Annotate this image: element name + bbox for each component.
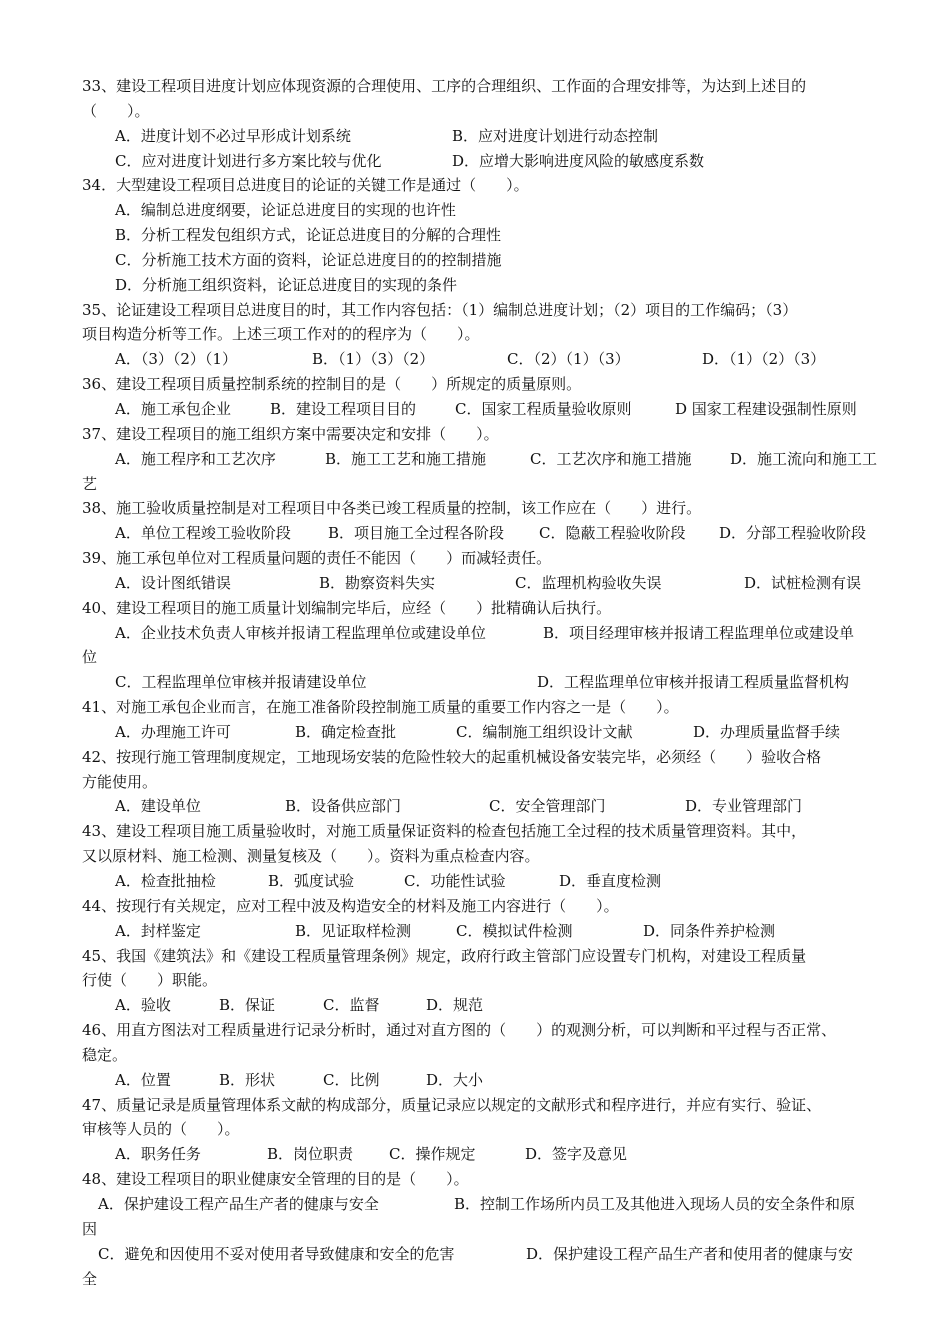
question-line: 全 (82, 1269, 98, 1288)
question-line: 46、用直方图法对工程质量进行记录分析时，通过对直方图的（ ）的观测分析，可以判断和平过程与否正常、 (82, 1021, 837, 1040)
option-item: B．项目施工全过程各阶段 (328, 524, 505, 543)
option-item: A．办理施工许可 (115, 722, 231, 741)
question-line: 33、建设工程项目进度计划应体现资源的合理使用、工序的合理组织、工作面的合理安排等，为达到上述目的 (82, 77, 807, 95)
option-item: C．安全管理部门 (489, 797, 606, 816)
option-item: D．试桩检测有误 (744, 573, 862, 592)
option-item: B．应对进度计划进行动态控制 (452, 126, 659, 145)
option-item: B．（1）（3）（2） (312, 350, 435, 369)
option-item: B．确定检查批 (295, 722, 397, 741)
options-row (82, 670, 900, 695)
question-line: 39、施工承包单位对工程质量问题的责任不能因（ ）而减轻责任。 (82, 549, 552, 568)
option-item: D．工程监理单位审核并报请工程质量监督机构 (537, 673, 850, 692)
option-item: C．避免和因使用不妥对使用者导致健康和安全的危害 (98, 1244, 455, 1263)
option-item: A．职务任务 (115, 1145, 201, 1164)
question-line: 34．大型建设工程项目总进度目的论证的关键工作是通过（ ）。 (82, 176, 529, 195)
options-row (82, 993, 900, 1018)
question-line: 37、建设工程项目的施工组织方案中需要决定和安排（ ）。 (82, 424, 499, 443)
question-line: 位 (82, 648, 98, 667)
option-item: A．设计图纸错误 (115, 573, 231, 592)
options-row (82, 149, 900, 174)
option-item: D．专业管理部门 (685, 797, 803, 816)
options-row (82, 794, 900, 819)
question-line: （ ）。 (82, 101, 150, 120)
option-item: A．检查批抽检 (115, 872, 216, 890)
question-line: 35、论证建设工程项目总进度目的时，其工作内容包括：（1）编制总进度计划；（2）项目的工作编码；（3） (82, 300, 798, 319)
question-line: 又以原材料、施工检测、测量复核及（ ）。资料为重点检查内容。 (82, 847, 540, 866)
option-item: C．监督 (323, 996, 380, 1015)
options-row (82, 869, 900, 894)
option-item: D．（1）（2）（3） (702, 350, 826, 369)
option-line: A．编制总进度纲要，论证总进度目的实现的也许性 (115, 201, 456, 220)
option-item: C．模拟试件检测 (456, 921, 573, 940)
question-line: 行使（ ）职能。 (82, 971, 218, 990)
exam-page (82, 74, 900, 1291)
option-item: D．保护建设工程产品生产者和使用者的健康与安 (526, 1244, 854, 1263)
question-line: 41、对施工承包企业而言，在施工准备阶段控制施工质量的重要工作内容之一是（ ）。 (82, 698, 679, 717)
option-item: A．位置 (115, 1070, 171, 1089)
option-item: B．设备供应部门 (285, 797, 402, 816)
question-line: 45、我国《建筑法》和《建设工程质量管理条例》规定，政府行政主管部门应设置专门机构，对建设工程质量 (82, 946, 807, 965)
option-item: A．封样鉴定 (115, 921, 201, 940)
option-line: B．分析工程发包组织方式，论证总进度目的分解的合理性 (115, 226, 502, 245)
option-item: B．保证 (219, 996, 276, 1015)
question-line: 47、质量记录是质量管理体系文献的构成部分，质量记录应以规定的文献形式和程序进行，并应有实行、验证、 (82, 1095, 822, 1114)
option-item: C．操作规定 (389, 1145, 476, 1164)
option-item: D．垂直度检测 (559, 872, 662, 890)
option-item: C．功能性试验 (404, 872, 506, 890)
option-item: D．规范 (426, 996, 484, 1015)
option-item: B．项目经理审核并报请工程监理单位或建设单 (543, 623, 855, 642)
options-row (82, 1068, 900, 1093)
options-row (82, 1142, 900, 1167)
options-row (82, 571, 900, 596)
option-item: A．施工承包企业 (115, 399, 231, 418)
option-item: C．监理机构验收失误 (515, 573, 662, 592)
option-item: D 国家工程建设强制性原则 (675, 399, 857, 418)
option-item: B．勘察资料失实 (319, 573, 436, 592)
options-row (82, 521, 900, 546)
option-item: D．办理质量监督手续 (693, 722, 841, 741)
question-line: 审核等人员的（ ）。 (82, 1120, 240, 1139)
option-item: D．分部工程验收阶段 (719, 524, 867, 543)
options-row (82, 124, 900, 149)
option-item: C．国家工程质量验收原则 (455, 399, 632, 418)
options-row (82, 919, 900, 944)
options-row (82, 347, 900, 372)
option-item: C．隐蔽工程验收阶段 (539, 524, 686, 543)
question-line: 44、按现行有关规定，应对工程中波及构造安全的材料及施工内容进行（ ）。 (82, 896, 619, 915)
option-item: D．施工流向和施工工 (730, 449, 878, 468)
options-row (82, 1242, 900, 1267)
question-line: 稳定。 (82, 1045, 128, 1064)
option-item: A．（3）（2）（1） (115, 350, 237, 369)
question-line: 36、建设工程项目质量控制系统的控制目的是（ ）所规定的质量原则。 (82, 375, 582, 394)
option-line: D．分析施工组织资料，论证总进度目的实现的条件 (115, 275, 458, 294)
option-item: A．单位工程竣工验收阶段 (115, 524, 291, 543)
option-item: B．建设工程项目目的 (270, 399, 417, 418)
options-row (82, 1192, 900, 1217)
option-line: C．分析施工技术方面的资料，论证总进度目的的控制措施 (115, 250, 502, 269)
option-item: A．验收 (115, 996, 171, 1015)
question-line: 方能使用。 (82, 772, 158, 791)
option-item: B．弧度试验 (268, 872, 355, 890)
option-item: A．保护建设工程产品生产者的健康与安全 (98, 1194, 379, 1213)
option-item: B．施工工艺和施工措施 (325, 449, 487, 468)
option-item: D．应增大影响进度风险的敏感度系数 (452, 151, 705, 170)
option-item: C．应对进度计划进行多方案比较与优化 (115, 151, 382, 170)
question-line: 40、建设工程项目的施工质量计划编制完毕后，应经（ ）批精确认后执行。 (82, 598, 612, 617)
option-item: A．企业技术负责人审核并报请工程监理单位或建设单位 (115, 623, 486, 642)
question-line: 艺 (82, 474, 98, 493)
question-line: 因 (82, 1219, 98, 1238)
option-item: A．进度计划不必过早形成计划系统 (115, 126, 351, 145)
question-line: 43、建设工程项目施工质量验收时，对施工质量保证资料的检查包括施工全过程的技术质量管理资料。其中， (82, 822, 807, 841)
option-item: C．（2）（1）（3） (507, 350, 630, 369)
question-line: 项目构造分析等工作。上述三项工作对的的程序为（ ）。 (82, 325, 480, 344)
option-item: C．比例 (323, 1070, 380, 1089)
option-item: B．形状 (219, 1070, 276, 1089)
question-line: 38、施工验收质量控制是对工程项目中各类已竣工程质量的控制，该工作应在（ ）进行。 (82, 499, 702, 518)
options-row (82, 621, 900, 646)
option-item: C．工艺次序和施工措施 (530, 449, 692, 468)
options-row (82, 397, 900, 422)
option-item: B．控制工作场所内员工及其他进入现场人员的安全条件和原 (454, 1194, 856, 1213)
question-line: 48、建设工程项目的职业健康安全管理的目的是（ ）。 (82, 1170, 469, 1189)
options-row (82, 447, 900, 472)
option-item: C．工程监理单位审核并报请建设单位 (115, 673, 367, 692)
option-item: D．签字及意见 (525, 1145, 628, 1164)
option-item: A．建设单位 (115, 797, 201, 816)
option-item: D．同条件养护检测 (643, 921, 776, 940)
question-line: 42、按现行施工管理制度规定，工地现场安装的危险性较大的起重机械设备安装完毕，必须经（ ）验收合格 (82, 747, 822, 766)
option-item: A．施工程序和工艺次序 (115, 449, 276, 468)
option-item: D．大小 (426, 1070, 484, 1089)
option-item: B．岗位职责 (267, 1145, 354, 1164)
option-item: C．编制施工组织设计文献 (456, 722, 633, 741)
option-item: B．见证取样检测 (295, 921, 412, 940)
options-row (82, 720, 900, 745)
